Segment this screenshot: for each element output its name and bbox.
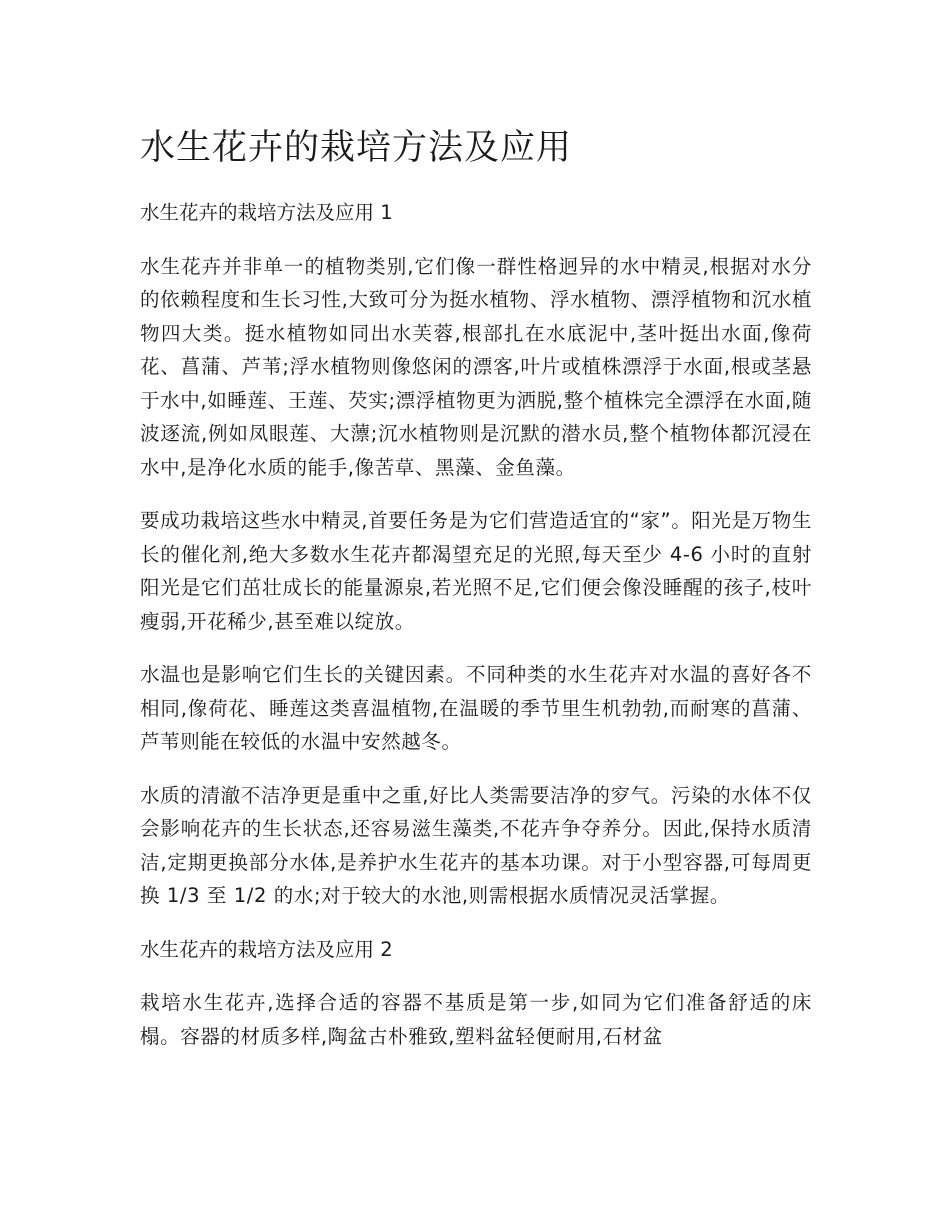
section-heading-2: 水生花卉的栽培方法及应用 2 (140, 937, 393, 961)
paragraph-containers: 栽培水生花卉,选择合适的容器不基质是第一步,如同为它们准备舒适的床榻。容器的材质多样,陶盆古朴雅致,塑料盆轻便耐用,石材盆 (140, 991, 812, 1048)
section-heading-1: 水生花卉的栽培方法及应用 1 (140, 201, 393, 224)
paragraph-classification: 水生花卉并非单一的植物类别,它们像一群性格迥异的水中精灵,根据对水分的依赖程度和生长习性,大致可分为挺水植物、浮水植物、漂浮植物和沉水植物四大类。挺水植物如同出水芙蓉,根部扎在水底泥中,茎叶挺出水面,像荷花、菖蒲、芦苇;浮水植物则像悠闲的漂客,叶片或植株漂浮于水面,根或茎悬于水中,如睡莲、王莲、芡实;漂浮植物更为洒脱,整个植株完全漂浮在水面,随波逐流,例如凤眼莲、大薸;沉水植物则是沉默的潜水员,整个植物体都沉浸在水中,是净化水质的能手,像苦草、黑藻、金鱼藻。 (140, 254, 812, 479)
paragraph-sunlight: 要成功栽培这些水中精灵,首要任务是为它们营造适宜的“家”。阳光是万物生长的催化剂,绝大多数水生花卉都渴望充足的光照,每天至少 4-6 小时的直射阳光是它们茁壮成长的能量源泉,若光照不足,它们便会像没睡醒的孩子,枝叶瘦弱,开花稀少,甚至难以绽放。 (140, 509, 812, 633)
paragraph-water-quality: 水质的清澈不洁净更是重中之重,好比人类需要洁净的穸气。污染的水体不仅会影响花卉的生长状态,还容易滋生藻类,不花卉争夺养分。因此,保持水质清洁,定期更换部分水体,是养护水生花卉的基本功课。对于小型容器,可每周更换 1/3 至 1/2 的水;对于较大的水池,则需根据水质情况灵活掌握。 (140, 783, 812, 907)
paragraph-water-temperature: 水温也是影响它们生长的关键因素。不同种类的水生花卉对水温的喜好各不相同,像荷花、睡莲这类喜温植物,在温暖的季节里生机勃勃,而耐寒的菖蒲、芦苇则能在较低的水温中安然越冬。 (140, 663, 812, 753)
document-page (140, 122, 812, 1073)
document-title: 水生花卉的栽培方法及应用 (140, 128, 573, 168)
